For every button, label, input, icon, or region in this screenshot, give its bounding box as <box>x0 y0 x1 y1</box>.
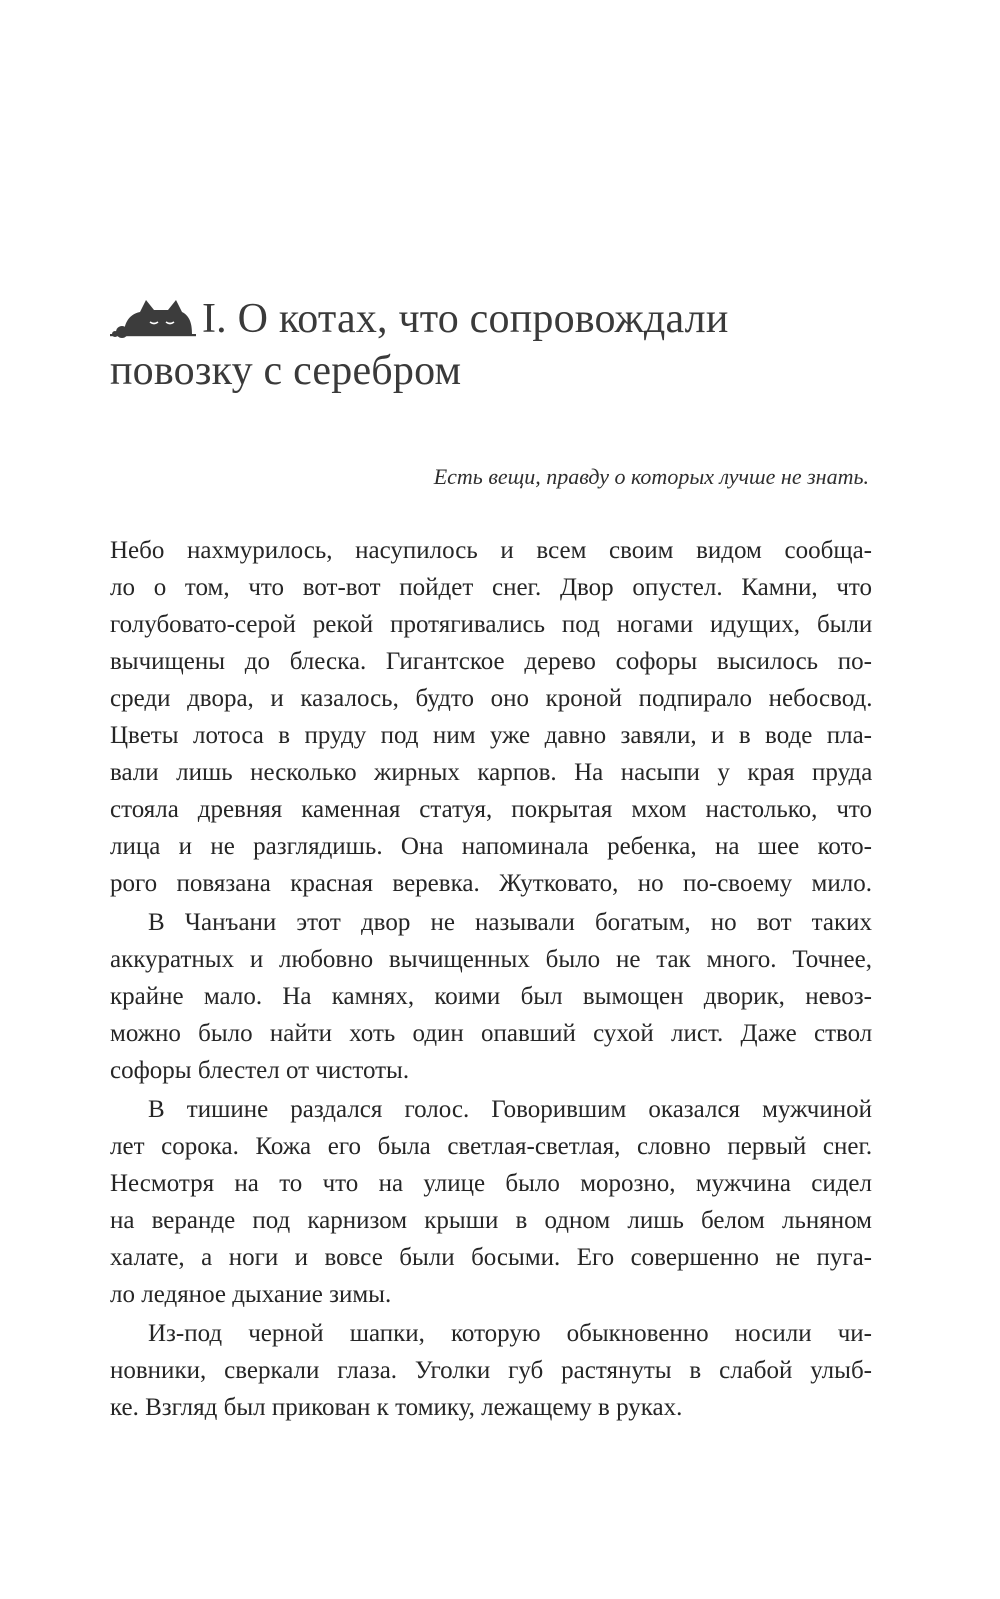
text-line: крайне мало. На камнях, коими был вымощен дворик, невоз- <box>110 983 872 1010</box>
text-line: на веранде под карнизом крыши в одном лишь белом льняном <box>110 1207 872 1234</box>
text-line: новники, сверкали глаза. Уголки губ растянуты в слабой улыб- <box>110 1357 872 1384</box>
text-line: ло о том, что вот-вот пойдет снег. Двор опустел. Камни, что <box>110 574 872 601</box>
paragraph <box>110 532 872 902</box>
text-line: вали лишь несколько жирных карпов. На насыпи у края пруда <box>110 759 873 786</box>
text-line: среди двора, и казалось, будто оно кроной подпирало небосвод. <box>110 685 873 712</box>
chapter-title-line1: I. О котах, что сопровождали <box>202 296 729 342</box>
text-line: лет сорока. Кожа его была светлая-светлая, словно первый снег. <box>110 1133 873 1160</box>
body-text <box>110 532 872 1428</box>
text-line: халате, а ноги и вовсе были босыми. Его совершенно не пуга- <box>110 1244 872 1271</box>
text-line: В тишине раздался голос. Говорившим оказался мужчиной <box>148 1096 872 1123</box>
text-line: аккуратных и любовно вычищенных было не так много. Точнее, <box>110 946 872 973</box>
text-line: Из-под черной шапки, которую обыкновенно носили чи- <box>148 1320 872 1347</box>
text-line: можно было найти хоть один опавший сухой лист. Даже ствол <box>110 1020 873 1047</box>
paragraph <box>110 904 872 1089</box>
text-line: Цветы лотоса в пруду под ним уже давно завяли, и в воде пла- <box>110 722 872 749</box>
text-line: софоры блестел от чистоты. <box>110 1057 410 1084</box>
chapter-title-line2: повозку с серебром <box>110 348 462 394</box>
text-line: стояла древняя каменная статуя, покрытая мхом настолько, что <box>110 796 872 823</box>
text-line: рого повязана красная веревка. Жутковато, но по-своему мило. <box>110 870 872 897</box>
text-line: Несмотря на то что на улице было морозно, мужчина сидел <box>110 1170 872 1197</box>
text-line: ло ледяное дыхание зимы. <box>110 1281 392 1308</box>
chapter-heading <box>110 293 900 397</box>
text-line: Небо нахмурилось, насупилось и всем своим видом сообща- <box>110 537 872 564</box>
text-line: ке. Взгляд был прикован к томику, лежащему в руках. <box>110 1394 683 1421</box>
text-line: голубовато-серой рекой протягивались под ногами идущих, были <box>110 611 873 638</box>
text-line: вычищены до блеска. Гигантское дерево софоры высилось по- <box>110 648 872 675</box>
paragraph <box>110 1091 872 1313</box>
epigraph: Есть вещи, правду о которых лучше не знать. <box>433 464 869 489</box>
text-line: лица и не разглядишь. Она напоминала ребенка, на шее кото- <box>110 833 872 860</box>
cat-icon <box>110 294 196 338</box>
text-line: В Чанъани этот двор не называли богатым, но вот таких <box>148 909 872 936</box>
paragraph <box>110 1315 872 1426</box>
